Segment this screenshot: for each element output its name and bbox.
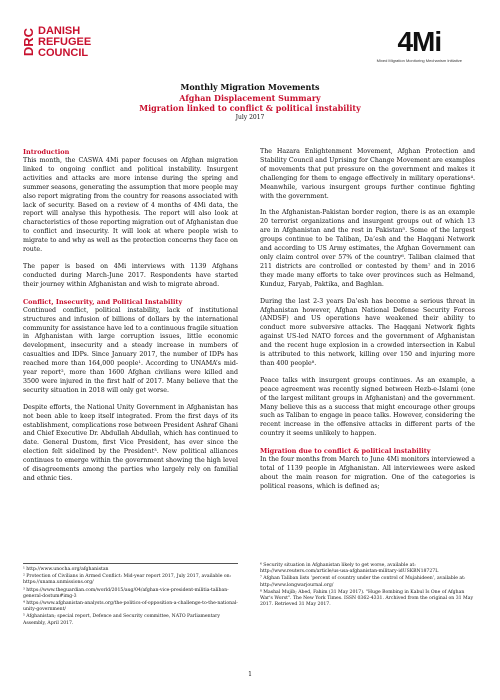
paragraph: Continued conflict, political instability, lack of institutional structures and infusion of billions of dollars by the international community for assistance have led to a continuous fragile situation in Afghanistan with large corruption issues, little economic development, insecurity and a steady increase in numbers of casualties and IDPs. Since January 2017, the number of IDPs has reached more than 164,000 people¹. According to UNAMA’s mid-year report², more than 1600 Afghan civilians were killed and 3500 were injured in the first half of 2017. Many believe that the security situation in 2018 will only get worse. <box>23 306 238 394</box>
drc-word-danish: DANISH <box>38 25 81 37</box>
section-heading-conflict: Conflict, Insecurity, and Political Instability <box>23 297 183 306</box>
footnotes-left <box>23 563 238 628</box>
drc-logo-words <box>38 26 91 59</box>
paragraph: The Hazara Enlightenment Movement, Afghan Protection and Stability Council and Uprising for Change Movement are examples of movements that put pressure on the government and makes it challenging for them to engage effectively in military operations⁴. Meanwhile, various insurgent groups further continue fighting with the government. <box>260 148 475 200</box>
paragraph: In the Afghanistan-Pakistan border region, there is as an example 20 terrorist organizations and insurgent groups out of which 13 are in Afghanistan and the rest in Pakistan⁵. Some of the largest groups continue to be Taliban, Da’esh and the Haqqani Network and according to US Army estimates, the Afghan Government can only claim control over 57% of the country⁶. Taliban claimed that 211 districts are controlled or contested by them⁷ and in 2016 they made many efforts to take over provinces such as Helmand, Kunduz, Faryab, Paktika, and Baghlan. <box>260 209 475 288</box>
footnote: ⁸ Mashal Mujib; Abed, Fahim (31 May 2017). "Huge Bombing in Kabul Is One of Afghan War's Worst". The New York Times. ISSN 0362-4331. Archived from the original on 31 May 2017. Retrieved 31 May 2017. <box>260 589 474 608</box>
document-title: Monthly Migration Movements <box>180 82 320 92</box>
document-subtitle: Afghan Displacement Summary <box>179 93 321 103</box>
footnote: ⁷ Afghan Taliban lists ‘percent of country under the control of Mujahideen’, available at: http://www.longwarjournal.org/ <box>260 576 466 588</box>
paragraph: In the four months from March to June 4Mi monitors interviewed a total of 1139 people in Afghanistan. All interviewees were asked about the main reason for migration. One of the categories is political reasons, which is defined as; <box>260 456 475 490</box>
footnote: ⁵ Afghanistan; special report, Defence and Security committee, NATO Parliamentary Assembly, April 2017. <box>23 614 220 626</box>
drc-logo-mark: DRC <box>21 28 36 57</box>
section-heading-introduction: Introduction <box>23 148 70 156</box>
paragraph: Despite efforts, the National Unity Government in Afghanistan has not been able to keep itself integrated. From the first days of its establishment, complications rose between President Ashraf Ghani and Chief Executive Dr. Abdullah Abdullah, which has continued to date. General Dustom, first Vice President, has ever since the election felt sidelined by the President³. New political alliances continues to emerge within the government showing the high level of disagreements among the parties who largely rely on familial and ethnic ties. <box>23 403 238 482</box>
footnotes-right <box>260 563 475 609</box>
drc-word-refugee: REFUGEE <box>38 36 92 48</box>
document-date: July 2017 <box>235 114 265 121</box>
paragraph: The paper is based on 4Mi interviews with 1139 Afghans conducted during March-June 2017. Respondents have started their journey within Afghanistan and wish to migrate abroad. <box>23 262 238 288</box>
page-number: 1 <box>248 671 252 678</box>
document-titles <box>0 82 500 122</box>
document-topic: Migration linked to conflict & political instability <box>139 103 361 113</box>
footnote: ⁴ https://www.afghanistan-analysts.org/the-politics-of-opposition-a-challenge-to-the-national-unity-government/ <box>23 601 238 613</box>
fourmi-logo-tagline: Mixed Migration Monitoring Mechanism Initiative <box>376 58 462 63</box>
paragraph: This month, the CASWA 4Mi paper focuses on Afghan migration linked to ongoing conflict and political instability. Insurgent activities and attacks are more intense during the spring and summer seasons, generating the assumption that more people may also report migrating from the country for reasons associated with lack of security. Based on a review of 4 months of 4Mi data, the report will analyse this hypothesis. The report will also look at characteristics of those reporting migration out of Afghanistan due to conflict and insecurity. It will look at where people wish to migrate to and why as well as the protection concerns they face on route. <box>23 157 238 254</box>
fourmi-logo <box>377 28 462 63</box>
paragraph: Peace talks with insurgent groups continues. As an example, a peace agreement was recently signed between Hezb-e-Islami (one of the largest militant groups in Afghanistan) and the government. Many believe this as a success that might encourage other groups such as Taliban to engage in peace talks. However, considering the recent increase in the offensive attacks in different parts of the country it seems unlikely to happen. <box>260 376 475 438</box>
fourmi-logo-mark: 4Mi <box>397 26 442 57</box>
section-heading-migration: Migration due to conflict & political instability <box>260 447 431 456</box>
drc-logo <box>22 26 91 59</box>
footnote: ⁶ Security situation in Afghanistan likely to get worse, available at: http://www.reuters.com/article/us-usa-afghanistan-military-idUSKBN18727L <box>260 563 439 575</box>
footnote: ³ https://www.theguardian.com/world/2015/aug/04/afghan-vice-president-militia-taliban-general-dostum#img-3 <box>23 587 229 599</box>
footnote: ¹ http://www.unocha.org/afghanistan <box>23 567 109 572</box>
left-column <box>23 148 238 492</box>
page-header <box>0 0 500 80</box>
drc-word-council: COUNCIL <box>38 47 89 59</box>
right-column <box>260 148 475 500</box>
footnote: ² Protection of Civilians in Armed Conflict: Mid-year report 2017, July 2017, available on: https://unama.unmissions.org/ <box>23 574 232 586</box>
paragraph: During the last 2-3 years Da’esh has become a serious threat in Afghanistan however, Afghan National Defense Security Forces (ANDSF) and US operations have weakened their ability to conduct more subversive attacks. The Haqqani Network fights against US-led NATO forces and the government of Afghanistan and the recent huge explosion in a crowded intersection in Kabul is attributed to this network, killing over 150 and injuring more than 400 people⁸. <box>260 297 475 367</box>
